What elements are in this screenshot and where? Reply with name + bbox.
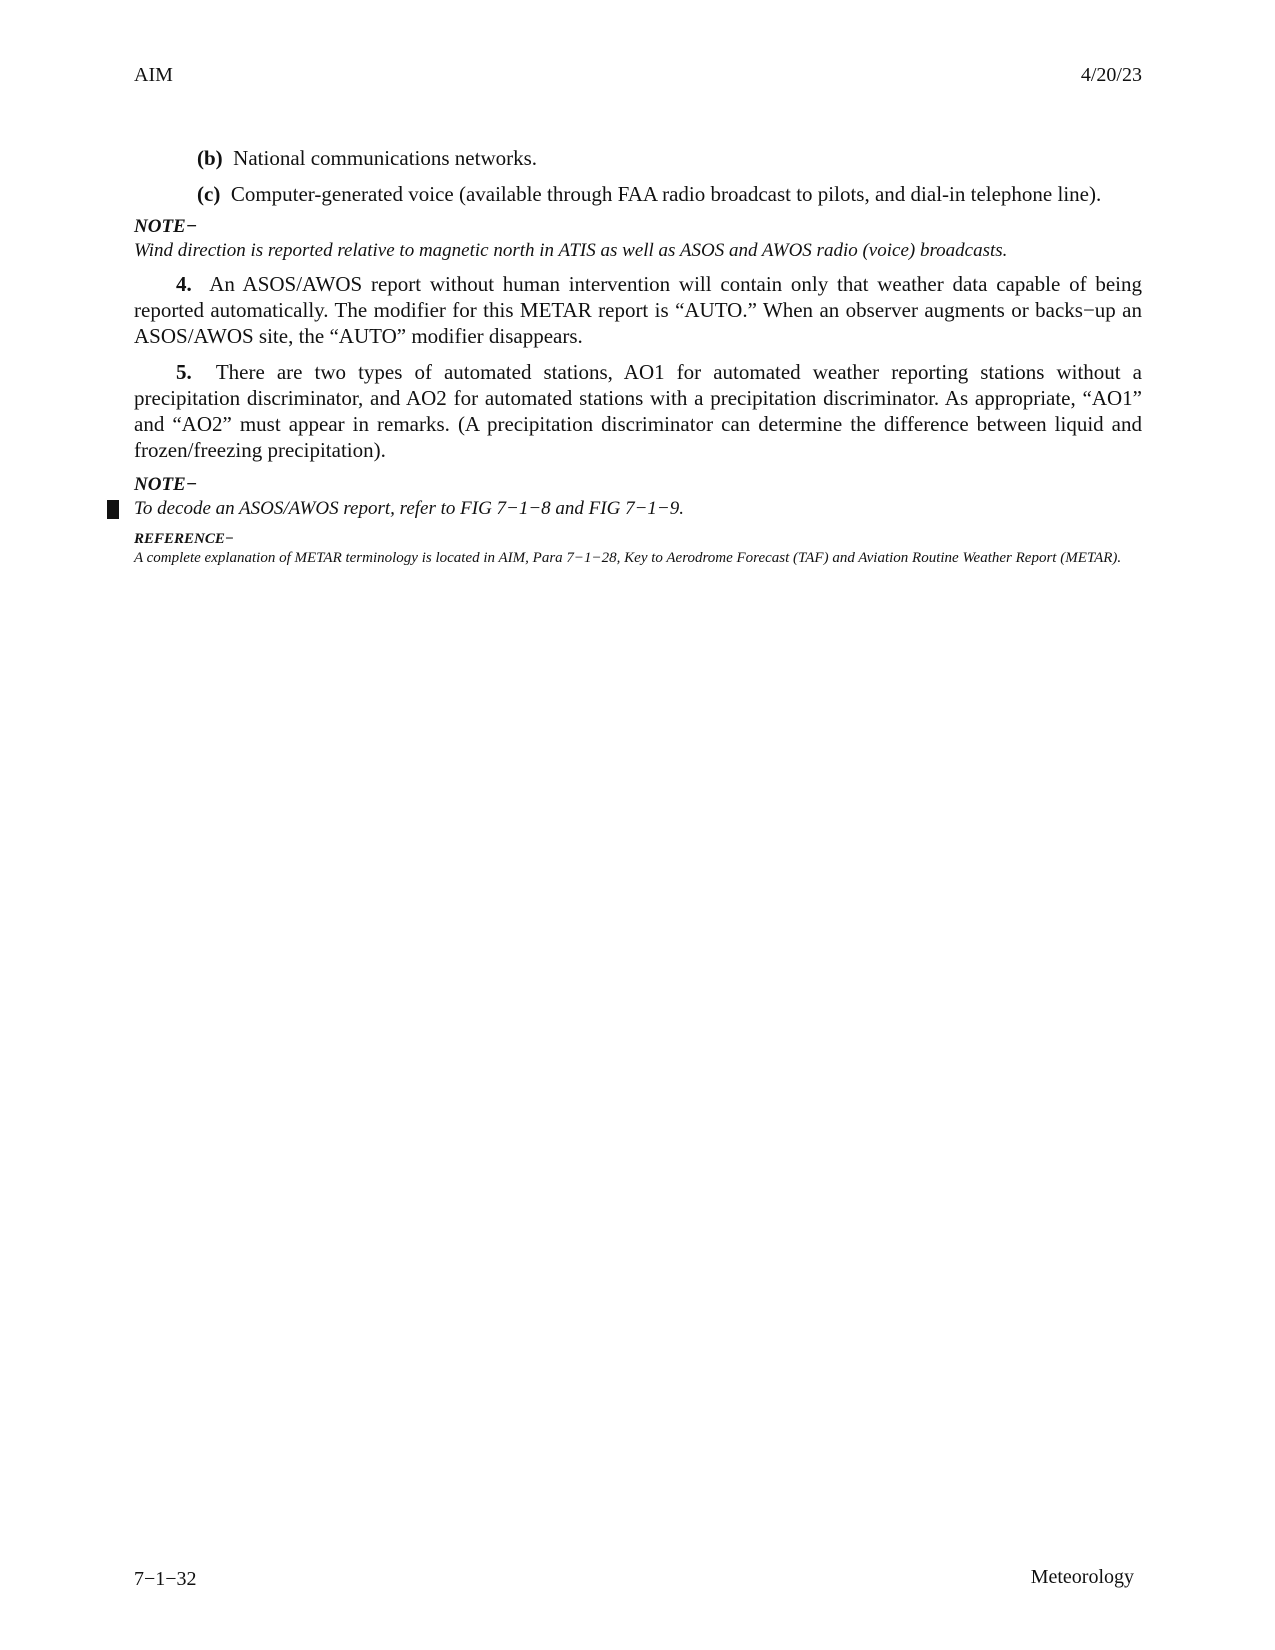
item-b: [134, 145, 1142, 171]
footer-page-number: 7−1−32: [134, 1568, 197, 1590]
item-c-label: (c): [197, 182, 221, 206]
header-date: 4/20/23: [1080, 64, 1142, 86]
paragraph-4-label: 4.: [176, 272, 192, 296]
item-c-text: Computer-generated voice (available through FAA radio broadcast to pilots, and dial-in telephone line).: [230, 182, 1102, 206]
reference-title: REFERENCE−: [134, 531, 234, 547]
note-1-text: Wind direction is reported relative to magnetic north in ATIS as well as ASOS and AWOS radio (voice) broadcasts.: [134, 240, 1008, 261]
page-content: [134, 145, 1142, 568]
item-b-text: National communications networks.: [233, 146, 538, 170]
note-2-title: NOTE−: [134, 474, 198, 495]
note-1-title: NOTE−: [134, 216, 198, 237]
item-b-label: (b): [197, 146, 223, 170]
paragraph-4-text: An ASOS/AWOS report without human intervention will contain only that weather data capable of being reported automatically. The modifier for this METAR report is “AUTO.” When an observer augments or backs−up an ASOS/AWOS site, the “AUTO” modifier disappears.: [134, 272, 1142, 348]
item-c: [134, 181, 1142, 207]
note-2-text: To decode an ASOS/AWOS report, refer to FIG 7−1−8 and FIG 7−1−9.: [134, 498, 684, 519]
header-publication: AIM: [134, 64, 173, 86]
footer-chapter: Meteorology: [1030, 1566, 1134, 1588]
paragraph-5: [134, 359, 1142, 463]
change-bar: [107, 500, 119, 519]
paragraph-5-label: 5.: [176, 360, 192, 384]
paragraph-4: [134, 271, 1142, 349]
paragraph-5-text: There are two types of automated stations, AO1 for automated weather reporting stations without a precipitation discriminator, and AO2 for automated stations with a precipitation discriminator. As appropriate, “AO1” and “AO2” must appear in remarks. (A precipitation discriminator can determine the difference between liquid and frozen/freezing precipitation).: [134, 360, 1142, 462]
note-2-body: [134, 497, 1142, 521]
reference-text: A complete explanation of METAR terminology is located in AIM, Para 7−1−28, Key to Aerodrome Forecast (TAF) and Aviation Routine Weather Report (METAR).: [134, 550, 1122, 566]
